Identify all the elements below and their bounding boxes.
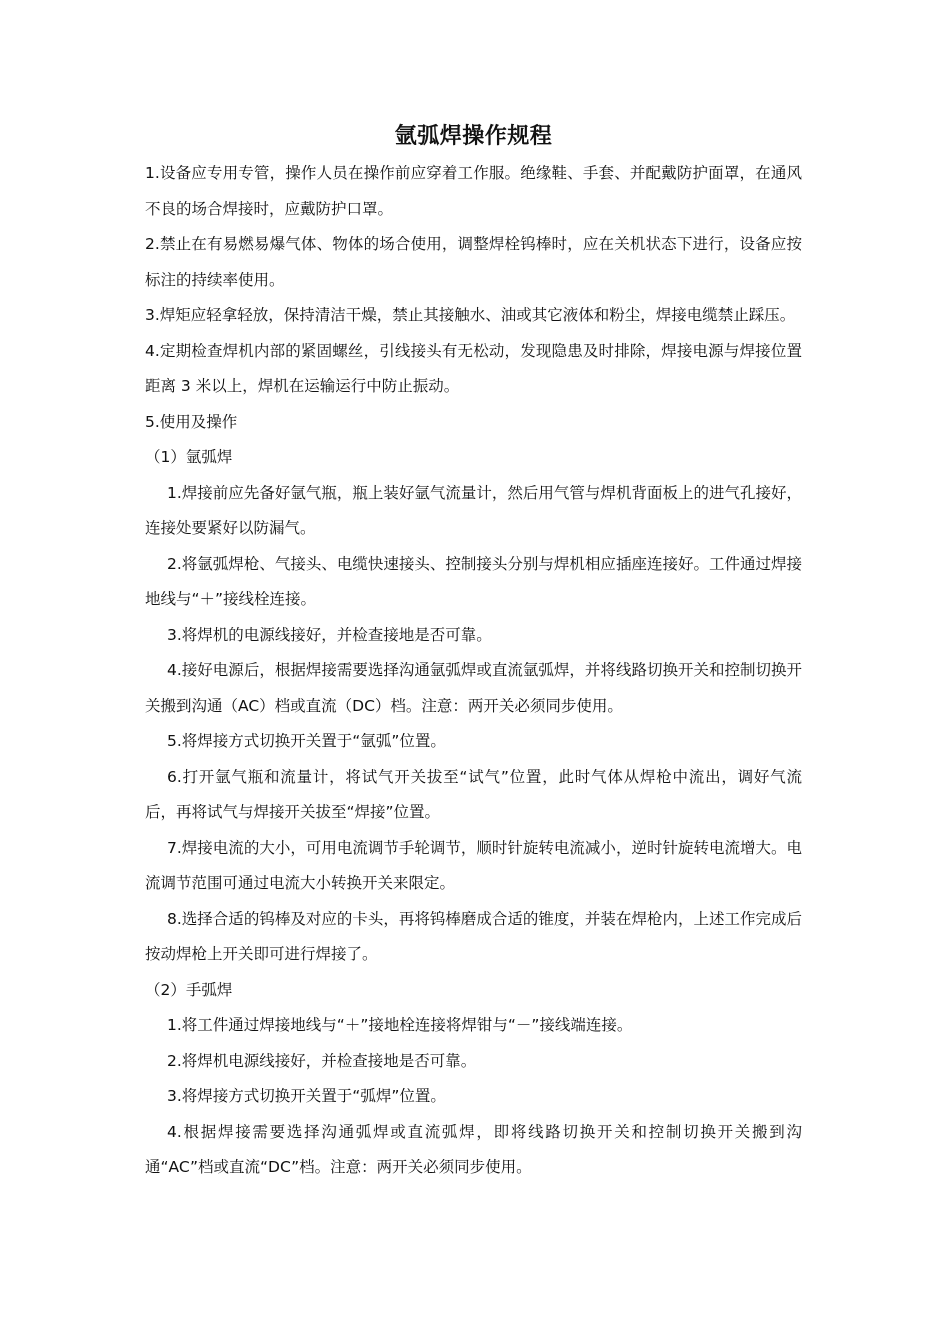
- manual-step-3: 3.将焊接方式切换开关置于“弧焊”位置。: [167, 1087, 446, 1105]
- paragraph-3: 3.焊矩应轻拿轻放，保持清洁干燥，禁止其接触水、油或其它液体和粉尘，焊接电缆禁止踩压。: [145, 306, 796, 324]
- manual-step-2: 2.将焊机电源线接好，并检查接地是否可靠。: [167, 1051, 477, 1070]
- argon-step-8: 8.选择合适的钨棒及对应的卡头，再将钨棒磨成合适的锥度，并装在焊枪内，上述工作完成后按动焊枪上开关即可进行焊接了。: [145, 909, 802, 963]
- paragraph-4: 4.定期检查焊机内部的紧固螺丝，引线接头有无松动，发现隐患及时排除，焊接电源与焊接位置距离 3 米以上，焊机在运输运行中防止振动。: [145, 341, 802, 395]
- argon-step-6: 6.打开氩气瓶和流量计，将试气开关拔至“试气”位置，此时气体从焊枪中流出，调好气流后，再将试气与焊接开关拔至“焊接”位置。: [145, 767, 802, 821]
- paragraph-5: 5.使用及操作: [145, 412, 238, 431]
- paragraph-1: 1.设备应专用专管，操作人员在操作前应穿着工作服。绝缘鞋、手套、并配戴防护面罩，在通风不良的场合焊接时，应戴防护口罩。: [145, 164, 802, 218]
- section-heading-manual-arc: （2）手弧焊: [145, 980, 233, 999]
- argon-step-4: 4.接好电源后，根据焊接需要选择沟通氩弧焊或直流氩弧焊，并将线路切换开关和控制切换开关搬到沟通（AC）档或直流（DC）档。注意：两开关必须同步使用。: [145, 661, 802, 715]
- argon-step-1: 1.焊接前应先备好氩气瓶，瓶上装好氩气流量计，然后用气管与焊机背面板上的进气孔接好，连接处要紧好以防漏气。: [145, 483, 802, 537]
- paragraph-2: 2.禁止在有易燃易爆气体、物体的场合使用，调整焊栓钨棒时，应在关机状态下进行，设备应按标注的持续率使用。: [145, 235, 802, 289]
- argon-step-5: 5.将焊接方式切换开关置于“氩弧”位置。: [167, 732, 446, 750]
- manual-step-4: 4.根据焊接需要选择沟通弧焊或直流弧焊，即将线路切换开关和控制切换开关搬到沟通“AC”档或直流“DC”档。注意：两开关必须同步使用。: [145, 1122, 802, 1176]
- manual-step-1: 1.将工件通过焊接地线与“＋”接地栓连接将焊钳与“－”接线端连接。: [167, 1016, 633, 1034]
- document-title: 氩弧焊操作规程: [394, 124, 553, 149]
- argon-step-2: 2.将氩弧焊枪、气接头、电缆快速接头、控制接头分别与焊机相应插座连接好。工件通过焊接地线与“＋”接线栓连接。: [145, 554, 802, 608]
- argon-step-3: 3.将焊机的电源线接好，并检查接地是否可靠。: [167, 625, 492, 644]
- argon-step-7: 7.焊接电流的大小，可用电流调节手轮调节，顺时针旋转电流减小，逆时针旋转电流增大。电流调节范围可通过电流大小转换开关来限定。: [145, 838, 802, 892]
- section-heading-argon-arc: （1）氩弧焊: [145, 448, 233, 466]
